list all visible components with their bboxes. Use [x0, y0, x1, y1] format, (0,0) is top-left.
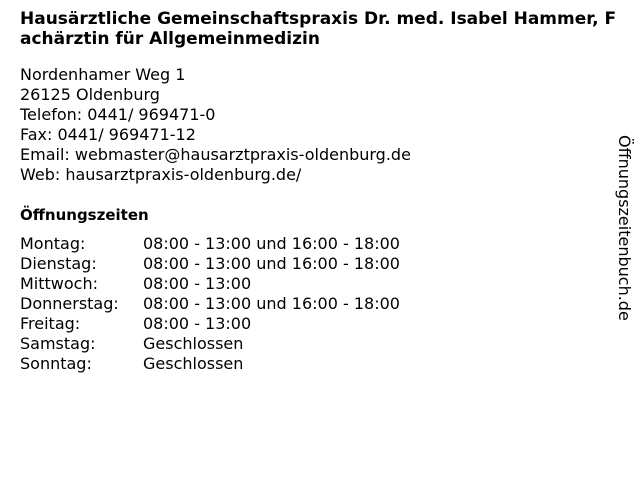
address-block — [20, 65, 411, 185]
hours-row-tuesday — [20, 254, 400, 274]
phone-number: Telefon: 0441/ 969471-0 — [20, 105, 216, 124]
hours-day: Donnerstag: — [20, 294, 119, 313]
opening-hours-table — [20, 234, 400, 374]
address-street: Nordenhamer Weg 1 — [20, 65, 186, 84]
hours-time: 08:00 - 13:00 und 16:00 - 18:00 — [143, 254, 400, 273]
watermark-text: Öffnungszeitenbuch.de — [615, 135, 634, 321]
hours-time: Geschlossen — [143, 334, 244, 353]
hours-day: Mittwoch: — [20, 274, 98, 293]
fax-number: Fax: 0441/ 969471-12 — [20, 125, 196, 144]
hours-row-thursday — [20, 294, 400, 314]
hours-day: Freitag: — [20, 314, 81, 333]
page-title: Hausärztliche Gemeinschaftspraxis Dr. med. Isabel Hammer, Fachärztin für Allgemeinmedizin — [20, 9, 617, 49]
hours-time: 08:00 - 13:00 — [143, 274, 252, 293]
hours-day: Sonntag: — [20, 354, 92, 373]
hours-row-friday — [20, 314, 400, 334]
hours-time: Geschlossen — [143, 354, 244, 373]
website-address: Web: hausarztpraxis-oldenburg.de/ — [20, 165, 302, 184]
hours-time: 08:00 - 13:00 und 16:00 - 18:00 — [143, 234, 400, 253]
hours-time: 08:00 - 13:00 — [143, 314, 252, 333]
hours-time: 08:00 - 13:00 und 16:00 - 18:00 — [143, 294, 400, 313]
opening-hours-heading: Öffnungszeiten — [20, 206, 149, 224]
hours-day: Samstag: — [20, 334, 96, 353]
hours-day: Montag: — [20, 234, 86, 253]
hours-day: Dienstag: — [20, 254, 97, 273]
hours-row-wednesday — [20, 274, 400, 294]
hours-row-saturday — [20, 334, 400, 354]
address-city: 26125 Oldenburg — [20, 85, 160, 104]
hours-row-sunday — [20, 354, 400, 374]
email-address: Email: webmaster@hausarztpraxis-oldenburg.de — [20, 145, 411, 164]
hours-row-monday — [20, 234, 400, 254]
